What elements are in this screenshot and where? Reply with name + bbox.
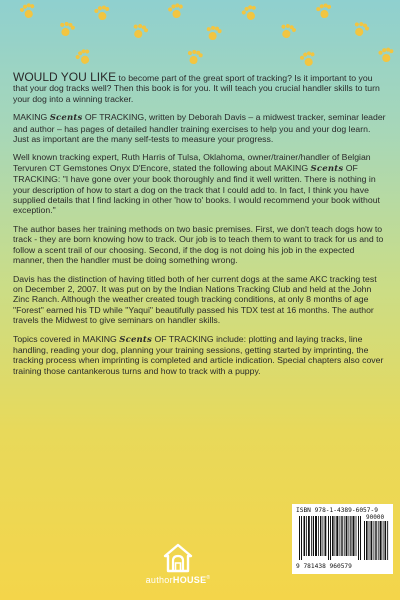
paw-print-icon bbox=[166, 2, 186, 22]
trademark-mark: ® bbox=[206, 575, 211, 581]
paw-print-decoration bbox=[0, 0, 400, 80]
training-premises-paragraph: The author bases her training methods on two basic premises. First, we don't teach dogs how to track - they are born knowing how to track. Our job is to teach them to want to track for us and to follow a scent trail of our choosing. Second, if the dog is not doing his job in the expected manner, then the handler must be doing something wrong. bbox=[13, 223, 384, 266]
endorsement-paragraph bbox=[13, 152, 387, 215]
book-title-prefix: MAKING bbox=[13, 112, 50, 123]
barcode-box bbox=[292, 504, 393, 574]
paw-print-icon bbox=[73, 47, 95, 69]
book-summary-paragraph bbox=[13, 112, 387, 144]
barcode-digits: 9 781438 960579 bbox=[296, 563, 352, 570]
paw-print-icon bbox=[350, 20, 371, 41]
publisher-name-author: author bbox=[145, 575, 173, 585]
author-bio-paragraph: Davis has the distinction of having titled both of her current dogs at the same AKC tracking test on December 2, 2007. It was put on by the Indian Nations Tracking Club and held at the John Zinc Ranch. Although the weather created tough tracking conditions, at only 8 months of age "Forest" earned his TD while "Yaqui" beautifully passed his TDX test at 16 months. The author travels the Midwest to give seminars on handler skills. bbox=[13, 273, 377, 326]
publisher-name-house: HOUSE bbox=[172, 575, 207, 585]
barcode-icon bbox=[299, 516, 361, 560]
paw-print-icon bbox=[93, 5, 112, 24]
endorsement-quote: : "I have gone over your book thoroughly and find it well written. There is nothing in your description of how to start a dog on the track that I could add to. In fact, I think you have supplied details that I find lacking in other 'how to' books. I would recommend your book without exception." bbox=[13, 174, 380, 216]
paw-print-icon bbox=[277, 22, 297, 42]
house-icon bbox=[163, 543, 193, 573]
barcode-addon-number: 90000 bbox=[366, 514, 385, 521]
barcode-addon-icon bbox=[364, 521, 389, 560]
book-title-scents: Scents bbox=[119, 334, 153, 345]
publisher-name bbox=[143, 575, 213, 585]
book-title-suffix: OF TRACKING bbox=[152, 333, 214, 344]
paw-print-icon bbox=[377, 47, 395, 65]
book-summary-text: , written by Deborah Davis – a midwest tracker, seminar leader and author – has pages of detailed handler training exercises to help you and your dog learn. Just as important are the many self-tests to measure your progress. bbox=[13, 112, 386, 145]
book-title-scents: Scents bbox=[310, 163, 344, 174]
back-cover-copy bbox=[13, 72, 387, 384]
paw-print-icon bbox=[18, 2, 39, 23]
endorsement-intro: Well known tracking expert, Ruth Harris of Tulsa, Oklahoma, owner/trainer/handler of Belgian Tervuren CT Gemstones Onyx D'Encore, stated the following about bbox=[13, 152, 371, 173]
paw-print-icon bbox=[239, 3, 260, 24]
isbn-label: ISBN 978-1-4389-6057-9 bbox=[296, 507, 378, 514]
topics-intro: Topics covered in bbox=[13, 333, 83, 344]
book-title-suffix: OF TRACKING bbox=[13, 162, 358, 185]
topics-paragraph bbox=[13, 334, 387, 377]
paw-print-icon bbox=[56, 20, 76, 40]
publisher-logo bbox=[143, 543, 213, 593]
book-title-scents: Scents bbox=[49, 113, 83, 124]
intro-lead: WOULD YOU LIKE bbox=[13, 70, 117, 84]
paw-print-icon bbox=[129, 22, 150, 43]
topics-text: include: plotting and laying tracks, line handling, reading your dog, planning your training sessions, getting started by imprinting, the tracking process when imprinting is completed and article indication. Special chapters also cover training those cantankerous turns and how to track with a puppy. bbox=[13, 333, 384, 376]
intro-paragraph bbox=[13, 72, 387, 104]
book-title-prefix: MAKING bbox=[273, 162, 311, 173]
book-title-prefix: MAKING bbox=[82, 333, 120, 344]
paw-print-icon bbox=[298, 50, 318, 70]
paw-print-icon bbox=[315, 3, 334, 22]
book-title-suffix: OF TRACKING bbox=[82, 112, 145, 123]
paw-print-icon bbox=[204, 25, 223, 44]
paw-print-icon bbox=[185, 49, 204, 68]
intro-text: to become part of the great sport of tracking? Is it important to you that your dog tracks well? Then this book is for you. It will teach you crucial handler skills to turn your dog into a winning tracker. bbox=[13, 73, 380, 104]
